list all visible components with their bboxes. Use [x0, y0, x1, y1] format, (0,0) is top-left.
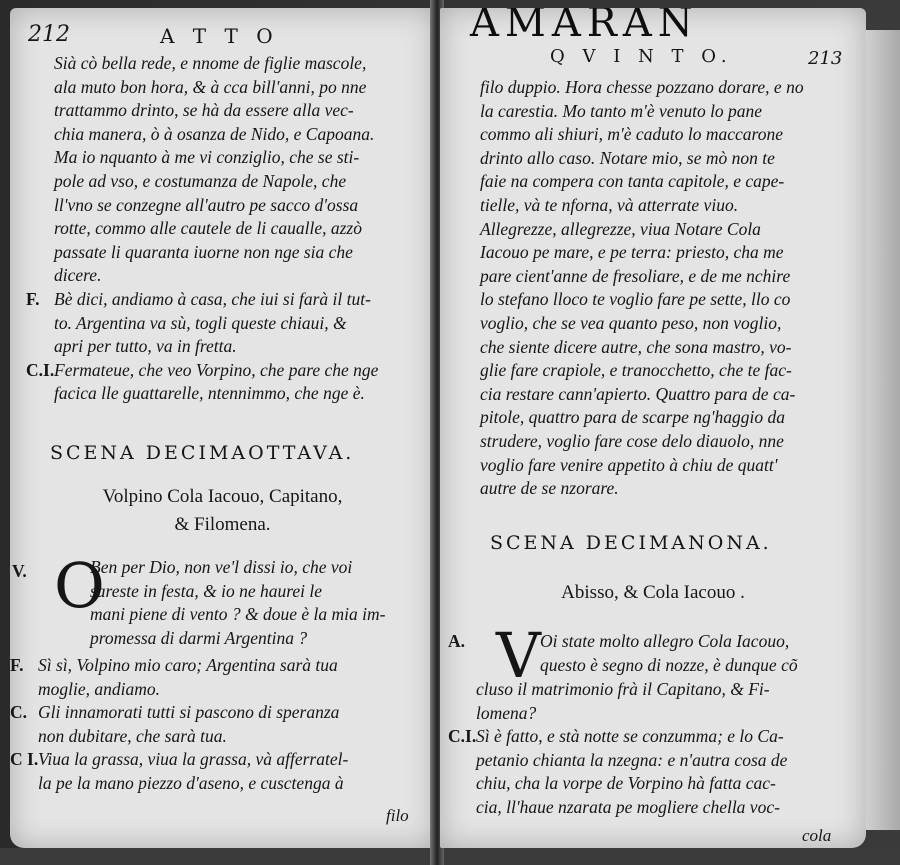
text-line: questo è segno di nozze, è dunque cõ: [540, 654, 798, 675]
line-text: filo duppio. Hora chesse pozzano dorare, e no: [480, 77, 804, 97]
cast-line: & Filomena.: [174, 514, 271, 535]
line-text: commo ali shiuri, m'è caduto lo maccarone: [480, 124, 783, 145]
text-line: [26, 52, 378, 76]
line-text: Allegrezze, allegrezze, viua Notare Cola: [480, 218, 761, 239]
text-line: [480, 123, 804, 147]
line-text: chia manera, ò à osanza de Nido, e Capoana.: [54, 123, 375, 144]
speaker-label: V.: [12, 561, 27, 581]
page-edge-bottom: [0, 848, 900, 865]
text-block-bottom: [10, 654, 348, 796]
text-line: [480, 100, 804, 124]
text-line: promessa di darmi Argentina ?: [90, 627, 308, 648]
drop-cap: V: [496, 619, 541, 692]
line-text: tielle, và te nforna, và atterrate viuo.: [480, 194, 739, 215]
text-block-dropcap: [44, 549, 386, 650]
speaker-label: C.I.: [448, 726, 477, 747]
text-line: [26, 123, 378, 147]
line-text: Iacouo pe mare, e pe terra: priesto, cha me: [480, 242, 784, 263]
text-line: [480, 430, 804, 454]
book-title: AMARAN: [470, 8, 699, 46]
line-text: dicere.: [54, 265, 102, 286]
text-block-top: [480, 76, 804, 501]
line-text: drinto allo caso. Notare mio, se mò non te: [480, 147, 775, 168]
text-line: sareste in festa, & io ne haurei le: [90, 580, 323, 601]
line-text: pole ad vso, e costumanza de Napole, che: [54, 170, 347, 191]
text-line: mani piene di vento ? & doue è la mia im-: [90, 604, 386, 625]
catchword: filo: [386, 806, 409, 825]
text-line: [26, 264, 378, 288]
text-line: [448, 796, 787, 820]
text-block-dropcap: [540, 630, 798, 677]
scene-title: SCENA DECIMANONA.: [490, 532, 772, 554]
page-edge-right: [866, 30, 900, 830]
line-text: Sì è fatto, e stà notte se conzumma; e lo Ca-: [476, 726, 784, 747]
cast-line: Abisso, & Cola Iacouo .: [561, 582, 745, 603]
line-text: lo stefano lloco te voglio fare pe sette, llo co: [480, 289, 791, 310]
text-line: [448, 749, 787, 773]
line-text: autre de se nzorare.: [480, 478, 619, 499]
text-line: [480, 218, 804, 242]
drop-cap: O: [54, 549, 105, 622]
text-line: [26, 217, 378, 241]
speaker-label: A.: [448, 631, 466, 651]
text-line: [10, 701, 348, 725]
line-text: Gli innamorati tutti si pascono di speranza: [38, 702, 340, 723]
text-line: [480, 170, 804, 194]
text-line: [480, 359, 804, 383]
line-text: la carestia. Mo tanto m'è venuto lo pane: [480, 100, 763, 121]
text-line: [26, 194, 378, 218]
line-text: ll'vno se conzegne all'autro pe sacco d'ossa: [54, 194, 359, 215]
text-line: [10, 772, 348, 796]
line-text: apri per tutto, va in fretta.: [54, 336, 237, 357]
text-line: [10, 678, 348, 702]
running-title: Q V I N T O.: [550, 46, 733, 67]
line-text: la pe la mano piezzo d'aseno, e cusctenga à: [38, 772, 344, 793]
text-line: [10, 748, 348, 772]
left-page: [10, 8, 435, 848]
line-text: petanio chianta la nzegna: e n'autra cosa de: [476, 749, 788, 770]
text-line: Oi state molto allegro Cola Iacouo,: [540, 631, 790, 651]
page-number: 212: [28, 22, 70, 47]
running-title: A T T O: [160, 24, 279, 48]
line-text: voglio fare venire appetito à chiu de quatt': [480, 454, 778, 475]
line-text: glie fare crapiole, e tranocchetto, che te fac-: [480, 360, 792, 381]
speaker-label: C I.: [10, 749, 39, 770]
text-line: [26, 99, 378, 123]
text-block-top: [26, 52, 378, 406]
catchword: cola: [802, 826, 832, 845]
line-text: rotte, commo alle cautele de li caualle, azzò: [54, 218, 362, 239]
text-line: [480, 454, 804, 478]
text-line: [26, 335, 378, 359]
line-text: passate li quaranta iuorne non nge sia che: [54, 241, 353, 262]
text-line: [480, 147, 804, 171]
text-line: [448, 702, 787, 726]
line-text: pitole, quattro para de scarpe ng'haggio da: [480, 407, 785, 428]
right-page: [440, 8, 866, 848]
speaker-label: F.: [26, 288, 40, 309]
text-line: [480, 76, 804, 100]
line-text: strudere, voglio fare cose delo diauolo, nne: [480, 430, 784, 451]
line-text: to. Argentina va sù, togli queste chiaui, &: [54, 312, 347, 333]
text-line: [26, 288, 378, 312]
line-text: Ma io nquanto à me vi conziglio, che se sti-: [54, 147, 360, 168]
page-number: 213: [808, 48, 843, 69]
scene-title: SCENA DECIMAOTTAVA.: [50, 442, 355, 464]
text-line: [26, 76, 378, 100]
line-text: voglio, che se vea quanto peso, non voglio,: [480, 312, 782, 333]
speaker-label: F.: [10, 655, 24, 675]
line-text: cluso il matrimonio frà il Capitano, & Fi-: [476, 679, 770, 699]
line-text: Fermateue, che veo Vorpino, che pare che nge: [54, 359, 379, 380]
text-line: [480, 312, 804, 336]
text-line: [480, 194, 804, 218]
line-text: non dubitare, che sarà tua.: [38, 725, 227, 746]
text-line: [26, 359, 378, 383]
line-text: Sì sì, Volpino mio caro; Argentina sarà tua: [38, 655, 338, 675]
text-line: [10, 654, 348, 678]
line-text: lomena?: [476, 702, 537, 723]
cast-line: Volpino Cola Iacouo, Capitano,: [102, 486, 343, 507]
text-line: [480, 336, 804, 360]
line-text: Sià cò bella rede, e nnome de figlie mascole,: [54, 53, 367, 73]
left-page-header: [10, 14, 435, 54]
text-line: [480, 265, 804, 289]
text-line: [26, 146, 378, 170]
line-text: moglie, andiamo.: [38, 678, 161, 699]
line-text: facica lle guattarelle, ntennimmo, che nge è.: [54, 383, 365, 404]
line-text: ala muto bon hora, & à cca bill'anni, po nne: [54, 76, 367, 97]
text-line: [480, 241, 804, 265]
speaker-label: C.: [10, 702, 28, 723]
line-text: Viua la grassa, viua la grassa, và afferratel-: [38, 749, 349, 770]
line-text: cia restare cann'apierto. Quattro para de ca-: [480, 383, 796, 404]
line-text: faie na compera con tanta capitole, e cape-: [480, 171, 785, 192]
text-line: [448, 772, 787, 796]
text-line: [480, 288, 804, 312]
line-text: Bè dici, andiamo à casa, che iui si farà il tut-: [54, 288, 371, 309]
speaker-label: C.I.: [26, 359, 55, 380]
text-line: [26, 312, 378, 336]
line-text: cia, ll'haue nzarata pe mogliere chella voc-: [476, 796, 780, 817]
text-line: [480, 383, 804, 407]
text-line: [480, 477, 804, 501]
text-line: [480, 406, 804, 430]
text-line: [26, 170, 378, 194]
text-line: [448, 725, 787, 749]
line-text: pare cient'anne de fresoliare, e de me nchire: [480, 265, 791, 286]
line-text: trattammo drinto, se hà da essere alla vec-: [54, 100, 354, 121]
text-line: Ben per Dio, non ve'l dissi io, che voi: [90, 557, 353, 577]
line-text: che siente dicere autre, che sona mastro, vo-: [480, 336, 792, 357]
text-line: [448, 678, 787, 702]
text-block-bottom: [448, 678, 787, 820]
text-line: [10, 725, 348, 749]
text-line: [26, 241, 378, 265]
line-text: chiu, cha la vorpe de Vorpino hà fatta cac-: [476, 773, 776, 794]
text-line: [26, 382, 378, 406]
